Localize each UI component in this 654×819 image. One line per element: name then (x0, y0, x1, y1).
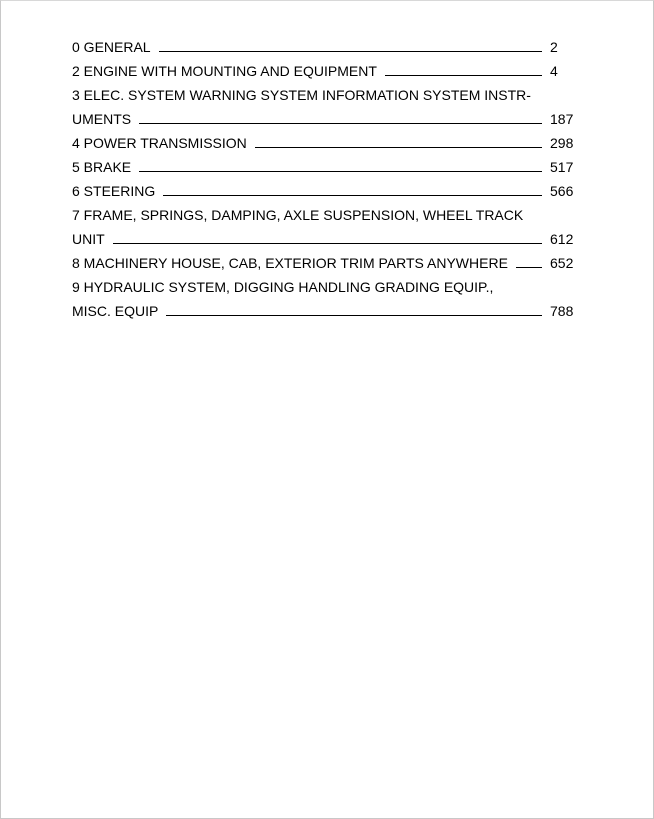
toc-leader-line (113, 243, 542, 244)
toc-entry-title: 5 BRAKE (72, 159, 132, 175)
toc-entry-electrical[interactable] (72, 83, 574, 131)
toc-entry-title-line-1: 9 HYDRAULIC SYSTEM, DIGGING HANDLING GRADING EQUIP., (72, 279, 494, 295)
toc-entry-title-line-2: UNIT (72, 231, 105, 247)
table-of-contents (72, 35, 574, 323)
toc-page-number: 298 (550, 135, 574, 151)
toc-entry-engine[interactable] (72, 59, 574, 83)
toc-entry-title: 6 STEERING (72, 183, 156, 199)
toc-leader-line (385, 75, 542, 76)
toc-page-number: 788 (550, 303, 574, 319)
toc-entry-power-transmission[interactable] (72, 131, 574, 155)
toc-page-number: 612 (550, 231, 574, 247)
toc-page-number: 517 (550, 159, 574, 175)
toc-entry-title-line-1: 3 ELEC. SYSTEM WARNING SYSTEM INFORMATION SYSTEM INSTR- (72, 87, 531, 103)
toc-leader-line (159, 51, 542, 52)
toc-page-number: 187 (550, 111, 574, 127)
toc-page-number: 566 (550, 183, 574, 199)
toc-page-number: 2 (550, 39, 558, 55)
toc-entry-frame[interactable] (72, 203, 574, 251)
toc-leader-line (139, 171, 542, 172)
toc-entry-title: 0 GENERAL (72, 39, 151, 55)
toc-entry-brake[interactable] (72, 155, 574, 179)
toc-entry-hydraulic[interactable] (72, 275, 574, 323)
toc-entry-machinery-house[interactable] (72, 251, 574, 275)
toc-entry-general[interactable] (72, 35, 574, 59)
toc-entry-title-line-1: 7 FRAME, SPRINGS, DAMPING, AXLE SUSPENSION, WHEEL TRACK (72, 207, 524, 223)
toc-leader-line (516, 267, 542, 268)
toc-entry-steering[interactable] (72, 179, 574, 203)
toc-entry-title-line-2: MISC. EQUIP (72, 303, 159, 319)
toc-entry-title-line-2: UMENTS (72, 111, 132, 127)
toc-leader-line (139, 123, 542, 124)
toc-page-number: 652 (550, 255, 574, 271)
toc-leader-line (166, 315, 542, 316)
toc-leader-line (163, 195, 542, 196)
toc-entry-title: 8 MACHINERY HOUSE, CAB, EXTERIOR TRIM PARTS ANYWHERE (72, 255, 508, 271)
toc-leader-line (255, 147, 542, 148)
toc-page-number: 4 (550, 63, 558, 79)
toc-entry-title: 2 ENGINE WITH MOUNTING AND EQUIPMENT (72, 63, 377, 79)
toc-entry-title: 4 POWER TRANSMISSION (72, 135, 247, 151)
